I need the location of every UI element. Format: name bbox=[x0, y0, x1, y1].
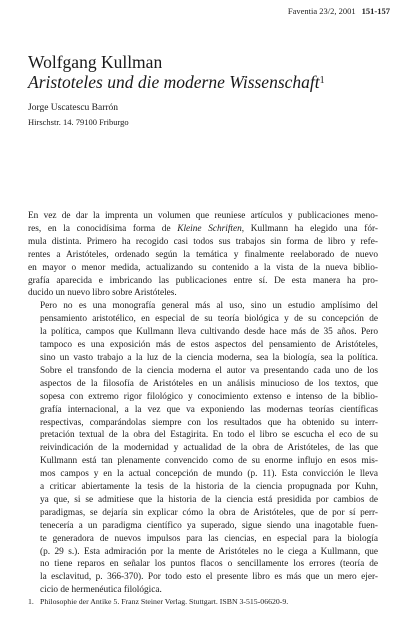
journal-header bbox=[288, 6, 390, 16]
text-line: cicio de hermenéutica filológica. bbox=[40, 585, 162, 596]
text-line: mos campos y en la actual concepción de mundo (p. 11). Esta convicción le lleva bbox=[40, 469, 378, 480]
paragraph-1 bbox=[28, 210, 378, 300]
paragraph-2 bbox=[28, 300, 378, 597]
text-line: no tiene reparos en señalar los puntos flacos o sencillamente los errores (teoría de bbox=[40, 559, 378, 570]
text-line: res, en la conocidísima forma de Kleine Schriften, Kullmann ha elegido una fór- bbox=[28, 223, 378, 234]
text-line: pretación textual de la obra del Estagirita. En todo el libro se escucha el eco de su bbox=[40, 430, 378, 441]
text-line: mula distinta. Primero ha recogido casi todos sus trabajos sin forma de libro y refe- bbox=[28, 236, 378, 247]
page-range: 151-157 bbox=[361, 6, 390, 16]
text-line: pensamiento aristotélico, en especial de su teoría biológica y de su concepción de bbox=[40, 314, 378, 325]
text-line: a criticar abiertamente la tesis de la historia de la ciencia propugnada por Kuhn, bbox=[40, 482, 378, 493]
article-body bbox=[28, 210, 378, 597]
text-line: tenecería a un paradigma científico ya superado, sigue siendo una inagotable fuen- bbox=[40, 520, 378, 531]
footnote bbox=[28, 597, 378, 607]
text-line: tampoco es una exposición más de estos aspectos del pensamiento de Aristóteles, bbox=[40, 340, 378, 351]
text-line: (p. 29 s.). Esta admiración por la mente de Aristóteles no le ciega a Kullmann, que bbox=[40, 546, 378, 557]
text-line: rentes a Aristóteles, ordenado según la temática y finalmente reelaborado de nuevo bbox=[28, 249, 378, 260]
book-title-text: Aristoteles und die moderne Wissenschaft bbox=[28, 72, 320, 92]
text-line: Kullmann está tan plenamente convencido como de su enorme influjo en esos mis- bbox=[40, 456, 378, 467]
text-line: ducido un nuevo libro sobre Aristóteles. bbox=[28, 288, 177, 299]
text-line: grafía aparecida e imbricando las publicaciones entre sí. De esta manera ha pro- bbox=[28, 275, 378, 286]
journal-citation: Faventia 23/2, 2001 bbox=[287, 6, 356, 16]
text-line: respectivas, comparándolas siempre con los resultados que ha obtenido su interr- bbox=[40, 417, 378, 428]
text-line: ya que, si se admitiese que la historia de la ciencia está presidida por cambios de bbox=[40, 494, 378, 505]
text-line: Sobre el transfondo de la ciencia moderna el autor va presentando cada uno de los bbox=[40, 365, 378, 376]
text-line: sopesa con extremo rigor filológico y conocimiento extenso e intenso de la biblio- bbox=[40, 391, 378, 402]
text-line: reivindicación de la modernidad y actualidad de la obra de Aristóteles, de las que bbox=[40, 443, 378, 454]
text-line: aspectos de la filosofía de Aristóteles en un análisis minucioso de los textos, que bbox=[40, 378, 378, 389]
book-title bbox=[28, 72, 384, 92]
footnote-marker: 1 bbox=[319, 75, 325, 86]
text-line: paradigmas, se dejaría sin explicar cómo la obra de Aristóteles, que de por sí perr- bbox=[40, 507, 378, 518]
book-author: Wolfgang Kullman bbox=[28, 52, 163, 72]
text-line: la esclavitud, p. 366-370). Por todo esto el presente libro es más que un mero ejer- bbox=[40, 572, 378, 583]
text-line: te generadora de nuevos impulsos para las ciencias, en especial para la biología bbox=[40, 533, 378, 544]
reviewer-name: Jorge Uscatescu Barrón bbox=[28, 103, 119, 113]
text-line: En vez de dar la imprenta un volumen que reuniese artículos y publicaciones meno- bbox=[28, 211, 378, 221]
text-line: sino un vasto trabajo a la luz de la ciencia moderna, sea la biología, sea la política. bbox=[40, 352, 378, 363]
footnote-number: 1. bbox=[28, 597, 34, 606]
italic-term: Kleine Schriften bbox=[177, 223, 242, 234]
footnote-text: Philosophie der Antike 5. Franz Steiner Verlag. Stuttgart. ISBN 3-515-06620-9. bbox=[40, 597, 289, 606]
title-block bbox=[28, 52, 384, 92]
text-line: la política, campos que Kullmann lleva cultivando desde hace más de 35 años. Pero bbox=[40, 327, 378, 338]
reviewer-address: Hirschstr. 14. 79100 Friburgo bbox=[28, 117, 129, 127]
text-line: en mayor o menor medida, actualizando su contenido a la vista de la nueva biblio- bbox=[28, 262, 378, 273]
text-line: grafía internacional, a la vez que va exponiendo las modernas teorías científicas bbox=[40, 404, 378, 415]
text-line: Pero no es una monografía general más al uso, sino un estudio amplísimo del bbox=[40, 301, 378, 312]
